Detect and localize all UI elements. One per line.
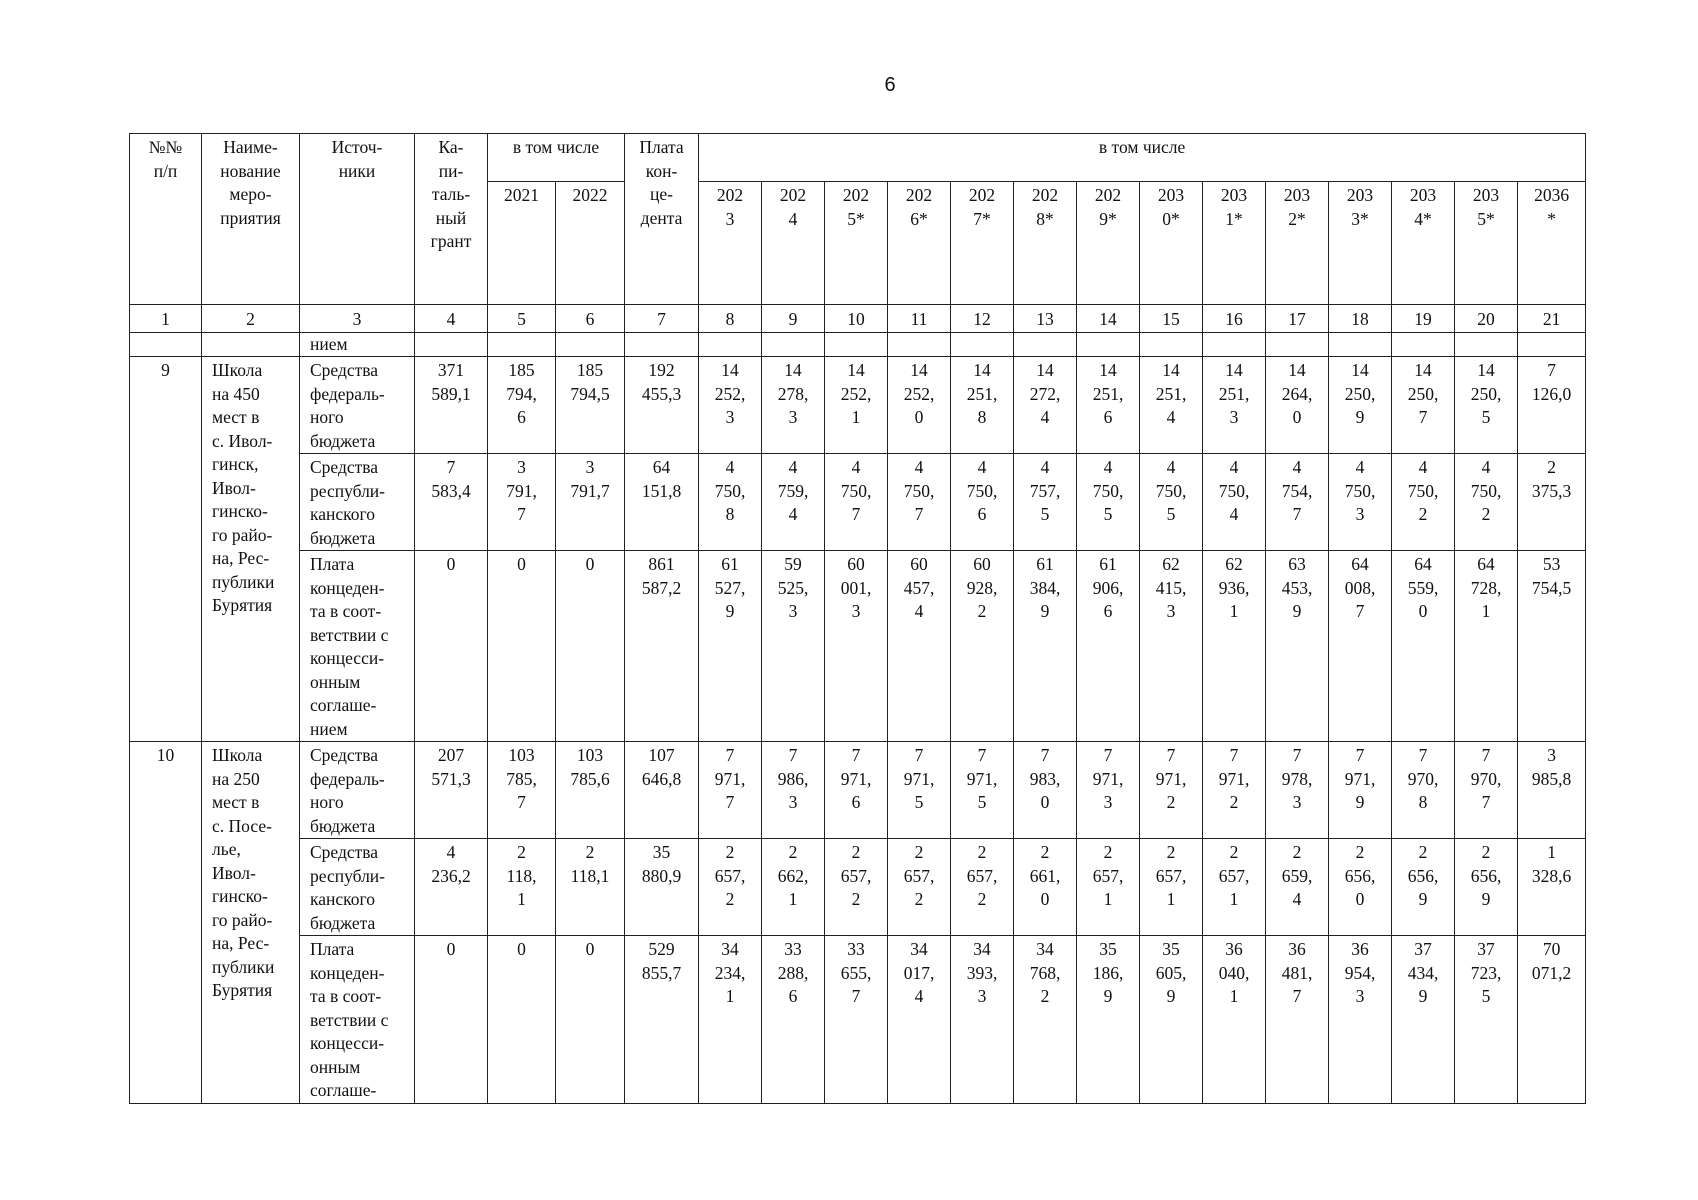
value-cell: 7 970, 7 xyxy=(1455,742,1518,839)
value-cell: 2 656, 9 xyxy=(1455,839,1518,936)
value-cell: 4 750, 5 xyxy=(1077,454,1140,551)
value-cell: 35 880,9 xyxy=(625,839,699,936)
column-number: 21 xyxy=(1518,305,1586,333)
value-cell: 2 118, 1 xyxy=(488,839,556,936)
column-number: 5 xyxy=(488,305,556,333)
value-cell: 371 589,1 xyxy=(415,357,488,454)
funding-source: Средства республи- канского бюджета xyxy=(300,454,415,551)
column-number: 3 xyxy=(300,305,415,333)
value-cell: 7 970, 8 xyxy=(1392,742,1455,839)
value-cell: 14 251, 6 xyxy=(1077,357,1140,454)
header-year-b-13: 2036 * xyxy=(1518,182,1586,305)
column-number: 15 xyxy=(1140,305,1203,333)
column-number: 20 xyxy=(1455,305,1518,333)
value-cell: 64 008, 7 xyxy=(1329,551,1392,742)
value-cell: 0 xyxy=(488,936,556,1104)
value-cell: 2 657, 1 xyxy=(1203,839,1266,936)
value-cell: 7 971, 2 xyxy=(1203,742,1266,839)
header-name: Наиме- нование меро- приятия xyxy=(202,134,300,305)
value-cell: 14 250, 9 xyxy=(1329,357,1392,454)
value-cell: 4 757, 5 xyxy=(1014,454,1077,551)
value-cell: 35 605, 9 xyxy=(1140,936,1203,1104)
header-year-a-1: 2022 xyxy=(556,182,625,305)
column-number: 7 xyxy=(625,305,699,333)
value-cell: 529 855,7 xyxy=(625,936,699,1104)
value-cell: 0 xyxy=(415,551,488,742)
value-cell: 14 278, 3 xyxy=(762,357,825,454)
column-number: 18 xyxy=(1329,305,1392,333)
header-year-b-5: 202 8* xyxy=(1014,182,1077,305)
value-cell: 36 481, 7 xyxy=(1266,936,1329,1104)
value-cell: 7 971, 7 xyxy=(699,742,762,839)
value-cell: 63 453, 9 xyxy=(1266,551,1329,742)
value-cell: 14 250, 7 xyxy=(1392,357,1455,454)
column-number: 8 xyxy=(699,305,762,333)
value-cell: 60 928, 2 xyxy=(951,551,1014,742)
column-number: 6 xyxy=(556,305,625,333)
value-cell: 34 017, 4 xyxy=(888,936,951,1104)
value-cell: 64 559, 0 xyxy=(1392,551,1455,742)
row-number: 10 xyxy=(130,742,202,1104)
value-cell: 60 457, 4 xyxy=(888,551,951,742)
funding-source: Средства республи- канского бюджета xyxy=(300,839,415,936)
value-cell: 14 264, 0 xyxy=(1266,357,1329,454)
column-number: 14 xyxy=(1077,305,1140,333)
value-cell: 33 288, 6 xyxy=(762,936,825,1104)
header-capital-grant: Ка- пи- таль- ный грант xyxy=(415,134,488,305)
value-cell: 61 527, 9 xyxy=(699,551,762,742)
column-number: 17 xyxy=(1266,305,1329,333)
value-cell: 7 971, 2 xyxy=(1140,742,1203,839)
value-cell: 61 906, 6 xyxy=(1077,551,1140,742)
header-no: №№ п/п xyxy=(130,134,202,305)
value-cell: 37 434, 9 xyxy=(1392,936,1455,1104)
value-cell: 0 xyxy=(556,936,625,1104)
header-year-b-1: 202 4 xyxy=(762,182,825,305)
header-year-b-11: 203 4* xyxy=(1392,182,1455,305)
value-cell: 3 791,7 xyxy=(556,454,625,551)
value-cell: 4 750, 6 xyxy=(951,454,1014,551)
continuation-row xyxy=(130,332,1586,357)
header-year-b-9: 203 2* xyxy=(1266,182,1329,305)
value-cell: 4 750, 3 xyxy=(1329,454,1392,551)
value-cell: 7 583,4 xyxy=(415,454,488,551)
value-cell: 185 794, 6 xyxy=(488,357,556,454)
value-cell: 7 986, 3 xyxy=(762,742,825,839)
funding-source: Плата концеден- та в соот- ветствии с концесси- онным соглаше- нием xyxy=(300,551,415,742)
value-cell: 2 657, 1 xyxy=(1140,839,1203,936)
value-cell: 2 657, 2 xyxy=(825,839,888,936)
table-row xyxy=(130,454,1586,551)
page-number: 6 xyxy=(884,74,896,96)
value-cell: 4 759, 4 xyxy=(762,454,825,551)
header-row-1 xyxy=(130,134,1586,182)
value-cell: 2 656, 0 xyxy=(1329,839,1392,936)
header-plata-concedenta: Плата кон- це- дента xyxy=(625,134,699,305)
value-cell: 14 272, 4 xyxy=(1014,357,1077,454)
column-number: 12 xyxy=(951,305,1014,333)
value-cell: 61 384, 9 xyxy=(1014,551,1077,742)
value-cell: 64 151,8 xyxy=(625,454,699,551)
value-cell: 103 785, 7 xyxy=(488,742,556,839)
table-row xyxy=(130,936,1586,1104)
value-cell: 7 971, 6 xyxy=(825,742,888,839)
value-cell: 4 750, 7 xyxy=(825,454,888,551)
value-cell: 861 587,2 xyxy=(625,551,699,742)
value-cell: 4 750, 2 xyxy=(1392,454,1455,551)
value-cell: 7 983, 0 xyxy=(1014,742,1077,839)
value-cell: 4 750, 7 xyxy=(888,454,951,551)
value-cell: 3 985,8 xyxy=(1518,742,1586,839)
value-cell: 2 657, 2 xyxy=(951,839,1014,936)
value-cell: 0 xyxy=(556,551,625,742)
value-cell: 4 754, 7 xyxy=(1266,454,1329,551)
value-cell: 3 791, 7 xyxy=(488,454,556,551)
value-cell: 59 525, 3 xyxy=(762,551,825,742)
funding-source: Средства федераль- ного бюджета xyxy=(300,742,415,839)
value-cell: 4 750, 4 xyxy=(1203,454,1266,551)
column-number: 13 xyxy=(1014,305,1077,333)
header-year-b-7: 203 0* xyxy=(1140,182,1203,305)
value-cell: 2 657, 2 xyxy=(888,839,951,936)
value-cell: 53 754,5 xyxy=(1518,551,1586,742)
value-cell: 36 040, 1 xyxy=(1203,936,1266,1104)
value-cell: 2 657, 1 xyxy=(1077,839,1140,936)
value-cell: 2 375,3 xyxy=(1518,454,1586,551)
value-cell: 103 785,6 xyxy=(556,742,625,839)
event-name: Школа на 250 мест в с. Посе- лье, Ивол- гинско- го райо- на, Рес- публики Бурятия xyxy=(202,742,300,1104)
value-cell: 7 978, 3 xyxy=(1266,742,1329,839)
header-year-b-10: 203 3* xyxy=(1329,182,1392,305)
value-cell: 37 723, 5 xyxy=(1455,936,1518,1104)
value-cell: 7 126,0 xyxy=(1518,357,1586,454)
budget-table xyxy=(129,133,1586,1104)
value-cell: 34 393, 3 xyxy=(951,936,1014,1104)
value-cell: 35 186, 9 xyxy=(1077,936,1140,1104)
column-number: 16 xyxy=(1203,305,1266,333)
column-number: 1 xyxy=(130,305,202,333)
table-row xyxy=(130,742,1586,839)
column-numbers-row xyxy=(130,305,1586,333)
table-row xyxy=(130,839,1586,936)
header-including-1: в том числе xyxy=(488,134,625,182)
value-cell: 64 728, 1 xyxy=(1455,551,1518,742)
column-number: 4 xyxy=(415,305,488,333)
value-cell: 14 250, 5 xyxy=(1455,357,1518,454)
value-cell: 2 656, 9 xyxy=(1392,839,1455,936)
value-cell: 2 657, 2 xyxy=(699,839,762,936)
value-cell: 185 794,5 xyxy=(556,357,625,454)
value-cell: 107 646,8 xyxy=(625,742,699,839)
header-year-a-0: 2021 xyxy=(488,182,556,305)
value-cell: 4 750, 8 xyxy=(699,454,762,551)
value-cell: 34 768, 2 xyxy=(1014,936,1077,1104)
value-cell: 14 251, 4 xyxy=(1140,357,1203,454)
header-year-b-4: 202 7* xyxy=(951,182,1014,305)
value-cell: 70 071,2 xyxy=(1518,936,1586,1104)
value-cell: 14 252, 1 xyxy=(825,357,888,454)
value-cell: 207 571,3 xyxy=(415,742,488,839)
value-cell: 14 251, 3 xyxy=(1203,357,1266,454)
funding-source: Плата концеден- та в соот- ветствии с концесси- онным соглаше- xyxy=(300,936,415,1104)
header-source: Источ- ники xyxy=(300,134,415,305)
value-cell: 7 971, 5 xyxy=(951,742,1014,839)
value-cell: 7 971, 3 xyxy=(1077,742,1140,839)
value-cell: 2 662, 1 xyxy=(762,839,825,936)
funding-source: Средства федераль- ного бюджета xyxy=(300,357,415,454)
value-cell: 4 236,2 xyxy=(415,839,488,936)
value-cell: 0 xyxy=(415,936,488,1104)
header-year-b-6: 202 9* xyxy=(1077,182,1140,305)
header-including-2: в том числе xyxy=(699,134,1586,182)
value-cell: 14 251, 8 xyxy=(951,357,1014,454)
header-year-b-0: 202 3 xyxy=(699,182,762,305)
column-number: 9 xyxy=(762,305,825,333)
value-cell: 2 659, 4 xyxy=(1266,839,1329,936)
value-cell: 7 971, 5 xyxy=(888,742,951,839)
value-cell: 62 936, 1 xyxy=(1203,551,1266,742)
row-number: 9 xyxy=(130,357,202,742)
value-cell: 36 954, 3 xyxy=(1329,936,1392,1104)
value-cell: 14 252, 0 xyxy=(888,357,951,454)
value-cell: 62 415, 3 xyxy=(1140,551,1203,742)
value-cell: 1 328,6 xyxy=(1518,839,1586,936)
value-cell: 4 750, 5 xyxy=(1140,454,1203,551)
value-cell: 4 750, 2 xyxy=(1455,454,1518,551)
column-number: 19 xyxy=(1392,305,1455,333)
value-cell: 7 971, 9 xyxy=(1329,742,1392,839)
value-cell: 33 655, 7 xyxy=(825,936,888,1104)
column-number: 11 xyxy=(888,305,951,333)
value-cell: 2 118,1 xyxy=(556,839,625,936)
value-cell: 14 252, 3 xyxy=(699,357,762,454)
table-row xyxy=(130,551,1586,742)
value-cell: 34 234, 1 xyxy=(699,936,762,1104)
continuation-source: нием xyxy=(300,332,415,357)
value-cell: 192 455,3 xyxy=(625,357,699,454)
event-name: Школа на 450 мест в с. Ивол- гинск, Ивол- гинско- го райо- на, Рес- публики Бурятия xyxy=(202,357,300,742)
header-year-b-2: 202 5* xyxy=(825,182,888,305)
value-cell: 60 001, 3 xyxy=(825,551,888,742)
column-number: 2 xyxy=(202,305,300,333)
column-number: 10 xyxy=(825,305,888,333)
header-year-b-12: 203 5* xyxy=(1455,182,1518,305)
value-cell: 2 661, 0 xyxy=(1014,839,1077,936)
table-row xyxy=(130,357,1586,454)
value-cell: 0 xyxy=(488,551,556,742)
header-year-b-8: 203 1* xyxy=(1203,182,1266,305)
header-year-b-3: 202 6* xyxy=(888,182,951,305)
